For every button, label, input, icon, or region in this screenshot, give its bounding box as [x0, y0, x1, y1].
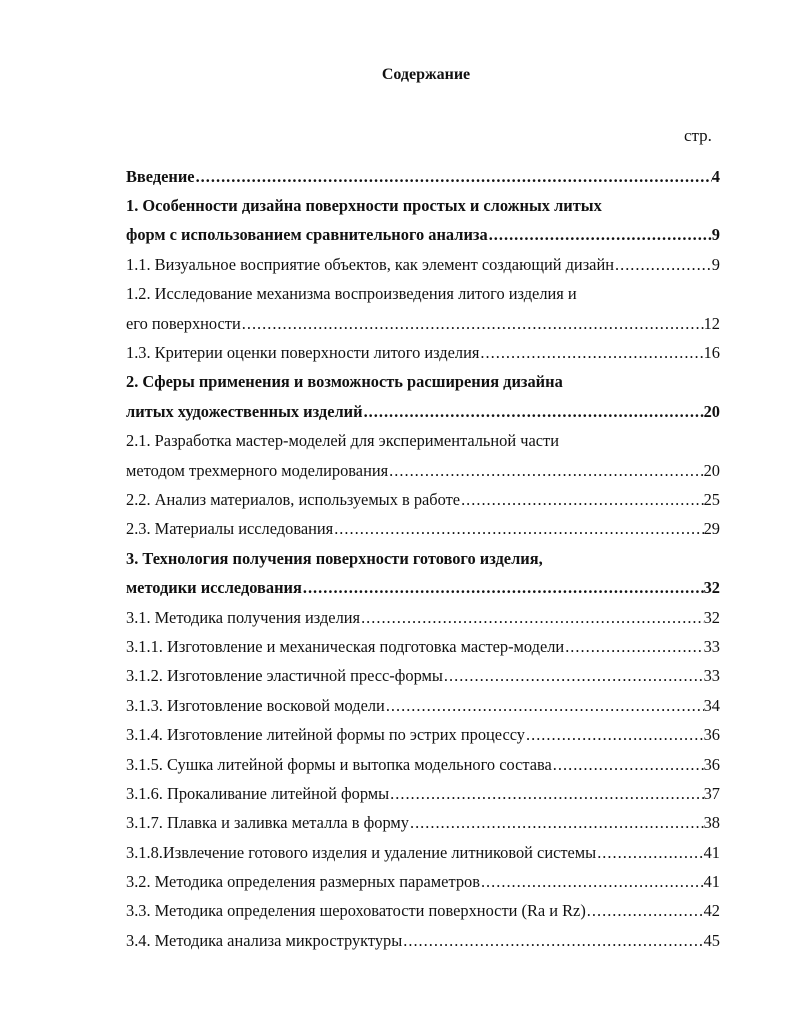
toc-entry-title: его поверхности	[126, 313, 241, 333]
dot-leader	[596, 843, 703, 863]
toc-entry-title: 1.2. Исследование механизма воспроизведения литого изделия и	[126, 284, 577, 304]
toc-entry-title: 3.4. Методика анализа микроструктуры	[126, 930, 403, 950]
toc-entry-title: 2.1. Разработка мастер-моделей для экспериментальной части	[126, 431, 559, 451]
toc-entry-title: 2.2. Анализ материалов, используемых в работе	[126, 489, 461, 509]
toc-entry-page: 34	[703, 695, 720, 715]
page-column-label: стр.	[684, 126, 712, 145]
toc-entry-page: 33	[703, 666, 720, 686]
dot-leader	[385, 696, 704, 716]
toc-entry	[126, 926, 720, 955]
toc-entry-title: литых художественных изделий	[126, 401, 363, 421]
toc-entry-page: 45	[703, 930, 720, 950]
toc-entry	[126, 720, 720, 749]
toc-entry-page: 9	[711, 254, 720, 274]
dot-leader	[443, 666, 704, 686]
toc-entry	[126, 603, 720, 632]
toc-entry	[126, 309, 720, 338]
toc-entry-page: 37	[703, 783, 720, 803]
toc-entry	[126, 897, 720, 926]
toc-entry	[126, 867, 720, 896]
toc-entry-page: 36	[703, 754, 720, 774]
toc-entry-title: 3.1.8.Извлечение готового изделия и удаление литниковой системы	[126, 842, 597, 862]
toc-entry	[126, 191, 720, 220]
toc-entry-page: 41	[703, 842, 720, 862]
toc-entry-page: 36	[703, 725, 720, 745]
toc-entry	[126, 250, 720, 279]
toc-entry-page: 41	[703, 872, 720, 892]
dot-leader	[241, 314, 704, 334]
toc-entry	[126, 515, 720, 544]
dot-leader	[564, 637, 703, 657]
toc-entry	[126, 456, 720, 485]
toc-entry-title: форм с использованием сравнительного анализа	[126, 225, 488, 245]
page-title: Содержание	[381, 66, 471, 83]
dot-leader	[614, 255, 712, 275]
toc-entry	[126, 838, 720, 867]
dot-leader	[409, 813, 704, 833]
toc-entry	[126, 368, 720, 397]
toc-entry	[126, 544, 720, 573]
toc-entry-title: методики исследования	[126, 578, 302, 598]
toc-entry-title: 1. Особенности дизайна поверхности простых и сложных литых	[126, 196, 602, 216]
toc-entry-title: 3.1.7. Плавка и заливка металла в форму	[126, 813, 409, 833]
dot-leader	[360, 608, 704, 628]
toc-entry-page: 9	[711, 225, 720, 245]
toc-entry-title: 3.2. Методика определения размерных параметров	[126, 872, 480, 892]
toc-entry	[126, 632, 720, 661]
toc-entry-title: 3.1. Методика получения изделия	[126, 607, 361, 627]
toc-entry	[126, 162, 720, 191]
toc-entry-page: 29	[703, 519, 720, 539]
toc-entry	[126, 338, 720, 367]
toc-entry	[126, 779, 720, 808]
toc-entry-page: 16	[703, 343, 720, 363]
toc-entry-title: 1.3. Критерии оценки поверхности литого изделия	[126, 343, 480, 363]
dot-leader	[460, 490, 704, 510]
dot-leader	[388, 461, 703, 481]
toc-entry-page: 38	[703, 813, 720, 833]
toc-entry-title: 3.1.3. Изготовление восковой модели	[126, 695, 385, 715]
dot-leader	[389, 784, 703, 804]
table-of-contents	[126, 162, 720, 956]
toc-entry	[126, 221, 720, 250]
dot-leader	[302, 578, 704, 598]
toc-entry	[126, 691, 720, 720]
toc-entry-title: 3.1.1. Изготовление и механическая подготовка мастер-модели	[126, 636, 565, 656]
toc-entry-title: Введение	[126, 166, 195, 186]
toc-entry	[126, 427, 720, 456]
toc-entry-title: 3.3. Методика определения шероховатости поверхности (Ra и Rz)	[126, 901, 586, 921]
toc-entry	[126, 809, 720, 838]
toc-entry-page: 25	[703, 489, 720, 509]
toc-entry-title: 3.1.4. Изготовление литейной формы по эстрих процессу	[126, 725, 526, 745]
dot-leader	[586, 901, 704, 921]
toc-entry-title: методом трехмерного моделирования	[126, 460, 389, 480]
toc-entry	[126, 485, 720, 514]
toc-entry	[126, 280, 720, 309]
toc-entry-page: 33	[703, 636, 720, 656]
dot-leader	[480, 872, 704, 892]
toc-entry-title: 3.1.5. Сушка литейной формы и вытопка модельного состава	[126, 754, 552, 774]
toc-entry-page: 42	[703, 901, 720, 921]
toc-entry-page: 12	[703, 313, 720, 333]
dot-leader	[552, 755, 704, 775]
toc-entry	[126, 397, 720, 426]
toc-entry-page: 20	[703, 460, 720, 480]
toc-entry-title: 3.1.6. Прокаливание литейной формы	[126, 783, 390, 803]
toc-entry	[126, 750, 720, 779]
dot-leader	[488, 225, 712, 245]
dot-leader	[402, 931, 703, 951]
toc-entry-page: 32	[703, 607, 720, 627]
toc-entry-page: 32	[703, 578, 720, 598]
toc-entry-title: 2. Сферы применения и возможность расширения дизайна	[126, 372, 563, 392]
dot-leader	[363, 402, 704, 422]
dot-leader	[479, 343, 703, 363]
dot-leader	[195, 167, 712, 187]
toc-entry-page: 20	[703, 401, 720, 421]
toc-entry	[126, 662, 720, 691]
toc-entry-title: 1.1. Визуальное восприятие объектов, как элемент создающий дизайн	[126, 254, 614, 274]
dot-leader	[333, 519, 703, 539]
toc-entry-title: 3.1.2. Изготовление эластичной пресс-формы	[126, 666, 443, 686]
toc-entry-page: 4	[711, 166, 720, 186]
dot-leader	[525, 725, 704, 745]
toc-entry	[126, 573, 720, 602]
toc-entry-title: 3. Технология получения поверхности готового изделия,	[126, 548, 543, 568]
toc-entry-title: 2.3. Материалы исследования	[126, 519, 334, 539]
